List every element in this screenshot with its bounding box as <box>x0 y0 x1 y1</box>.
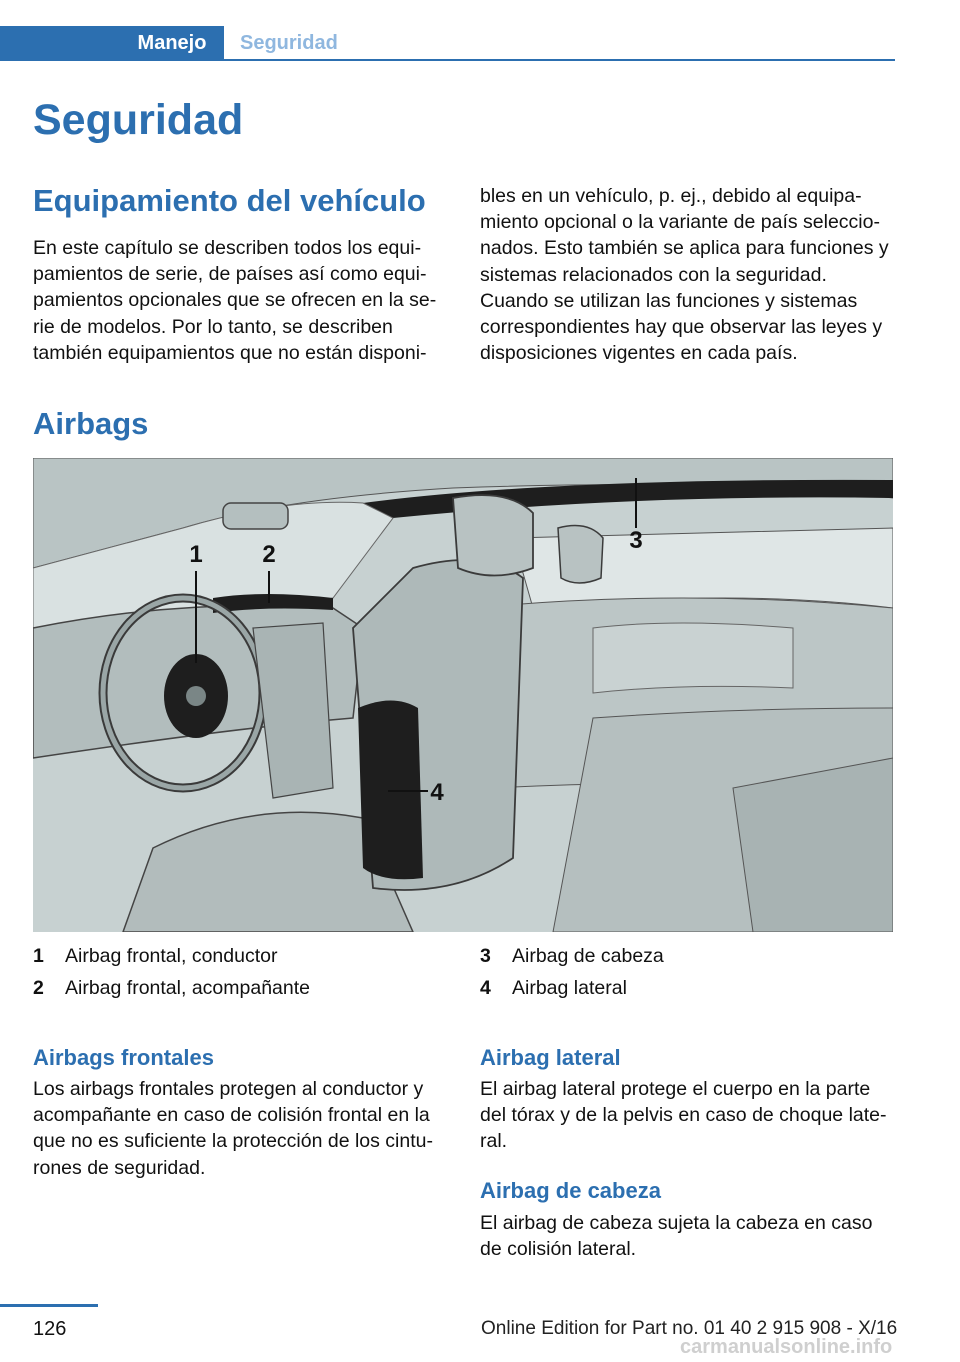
legend-item <box>480 940 664 972</box>
legend-number: 4 <box>480 977 491 999</box>
intro-left-paragraph: En este capítulo se describen todos los equi- pamientos de serie, de países así como equi- pamientos opcionales que se ofrecen en la se- rie de modelos. Por lo tanto, se describen también equipamientos que no están disponi- <box>33 237 437 364</box>
car-interior-drawing <box>33 458 893 932</box>
legend-left <box>33 940 310 1004</box>
watermark: carmanualsonline.info <box>680 1336 893 1358</box>
legend-label: Airbag de cabeza <box>512 945 664 967</box>
legend-right <box>480 940 664 1004</box>
legend-label: Airbag frontal, acompañante <box>65 977 310 999</box>
callout-2: 2 <box>262 541 276 568</box>
chapter-tab-bar <box>0 26 895 62</box>
legend-label: Airbag lateral <box>512 977 627 999</box>
legend-number: 2 <box>33 977 44 999</box>
header-rule <box>0 59 895 61</box>
section-title-airbags: Airbags <box>33 406 149 441</box>
page-title: Seguridad <box>33 96 244 144</box>
cabeza-paragraph: El airbag de cabeza sujeta la cabeza en caso de colisión lateral. <box>480 1212 873 1261</box>
callout-4: 4 <box>430 779 444 806</box>
section-title-equipamiento: Equipamiento del vehículo <box>33 183 426 218</box>
intro-right-paragraph: bles en un vehículo, p. ej., debido al equipa- miento opcional o la variante de país seleccio- nados. Esto también se aplica para funciones y sistemas relacionados con la seguridad. Cuando se utilizan las funciones y sistemas correspondientes hay que observar las leyes y disposiciones vigentes en cada país. <box>480 185 889 365</box>
airbag-illustration <box>33 458 893 932</box>
callout-1: 1 <box>189 541 203 568</box>
legend-item <box>33 972 310 1004</box>
legend-item <box>480 972 664 1004</box>
legend-label: Airbag frontal, conductor <box>65 945 278 967</box>
subtitle-airbag-cabeza: Airbag de cabeza <box>480 1178 661 1203</box>
legend-number: 3 <box>480 945 491 967</box>
tab-seguridad[interactable]: Seguridad <box>240 32 338 54</box>
callout-3: 3 <box>629 527 643 554</box>
subtitle-airbag-lateral: Airbag lateral <box>480 1045 621 1070</box>
legend-number: 1 <box>33 945 44 967</box>
edition-note: Online Edition for Part no. 01 40 2 915 908 - X/16 <box>481 1318 898 1339</box>
frontales-paragraph: Los airbags frontales protegen al conductor y acompañante en caso de colisión frontal en la que no es suficiente la protección de los cintu- rones de seguridad. <box>33 1078 433 1179</box>
subtitle-airbags-frontales: Airbags frontales <box>33 1045 214 1070</box>
legend-item <box>33 940 310 972</box>
page-number: 126 <box>33 1318 67 1340</box>
footer-rule <box>0 1304 98 1307</box>
tab-manejo[interactable]: Manejo <box>137 32 207 54</box>
lateral-paragraph: El airbag lateral protege el cuerpo en la parte del tórax y de la pelvis en caso de choque late- ral. <box>480 1078 887 1153</box>
